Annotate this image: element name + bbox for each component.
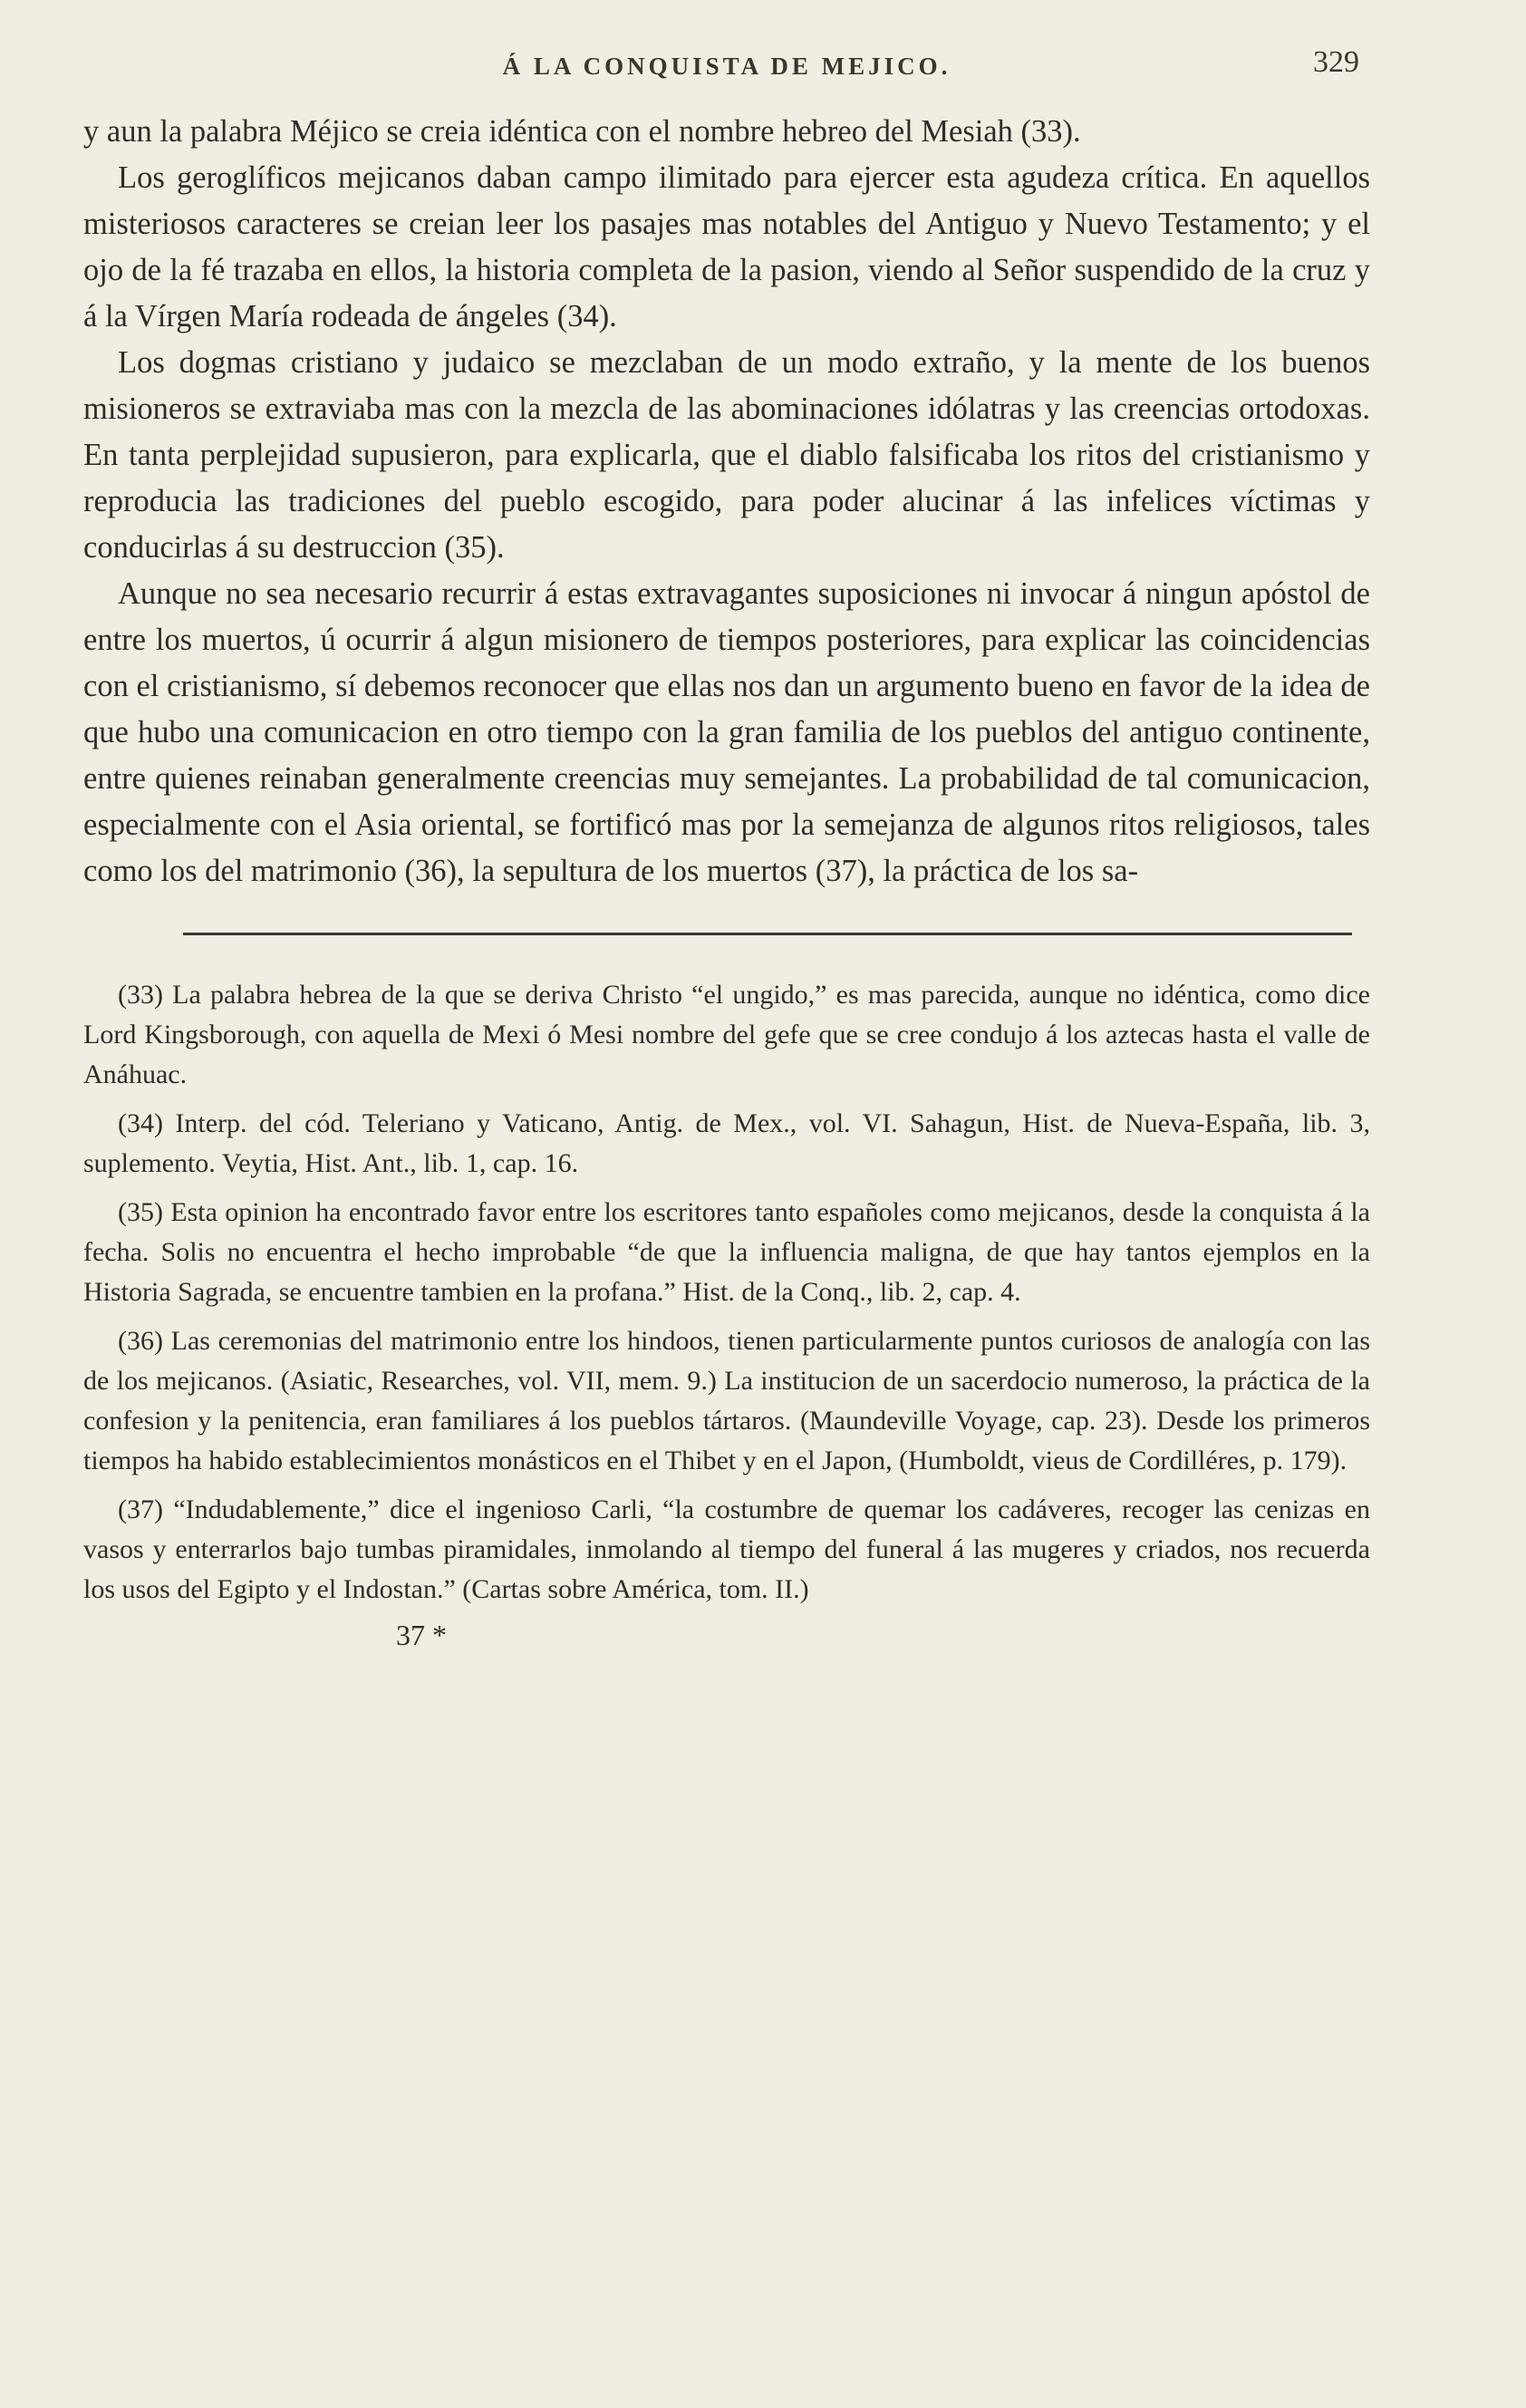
footnote-35: (35) Esta opinion ha encontrado favor entre los escritores tanto españoles como mejicanos, desde la conquista á la fecha. Solis no encuentra el hecho improbable “de que la influencia maligna, de que hay tantos ejemplos en la Historia Sagrada, se encuentre tambien en la profana.” Hist. de la Conq., lib. 2, cap. 4. [83, 1197, 1370, 1307]
paragraph-continuation: y aun la palabra Méjico se creia idéntica con el nombre hebreo del Mesiah (33). [83, 114, 1081, 149]
running-head [83, 44, 1370, 109]
footnote-separator-rule [183, 933, 1352, 935]
paragraph: Los geroglíficos mejicanos daban campo ilimitado para ejercer esta agudeza crítica. En aquellos misteriosos caracteres se creian leer los pasajes mas notables del Antiguo y Nuevo Testamento; y el ojo de la fé trazaba en ellos, la historia completa de la pasion, viendo al Señor suspendido de la cruz y á la Vírgen María rodeada de ángeles (34). [83, 160, 1370, 334]
footnotes [83, 975, 1370, 1610]
book-page [83, 44, 1370, 2364]
body-text [83, 109, 1370, 895]
footnote-36: (36) Las ceremonias del matrimonio entre los hindoos, tienen particularmente puntos curiosos de analogía con las de los mejicanos. (Asiatic, Researches, vol. VII, mem. 9.) La institucion de un sacerdocio numeroso, la práctica de la confesion y la penitencia, eran familiares á los pueblos tártaros. (Maundeville Voyage, cap. 23). Desde los primeros tiempos ha habido establecimientos monásticos en el Thibet y en el Japon, (Humboldt, vieus de Cordilléres, p. 179). [83, 1326, 1370, 1475]
running-title: Á LA CONQUISTA DE MEJICO. [502, 53, 951, 80]
signature-mark: 37 * [396, 1619, 447, 1651]
footnote-34: (34) Interp. del cód. Teleriano y Vaticano, Antig. de Mex., vol. VI. Sahagun, Hist. de Nueva-España, lib. 3, suplemento. Veytia, Hist. Ant., lib. 1, cap. 16. [83, 1108, 1370, 1178]
paragraph: Los dogmas cristiano y judaico se mezclaban de un modo extraño, y la mente de los buenos misioneros se extraviaba mas con la mezcla de las abominaciones idólatras y las creencias ortodoxas. En tanta perplejidad supusieron, para explicarla, que el diablo falsificaba los ritos del cristianismo y reproducia las tradiciones del pueblo escogido, para poder alucinar á las infelices víctimas y conducirlas á su destruccion (35). [83, 345, 1370, 565]
footnote-33: (33) La palabra hebrea de la que se deriva Christo “el ungido,” es mas parecida, aunque no idéntica, como dice Lord Kingsborough, con aquella de Mexi ó Mesi nombre del gefe que se cree condujo á los aztecas hasta el valle de Anáhuac. [83, 980, 1370, 1089]
paragraph: Aunque no sea necesario recurrir á estas extravagantes suposiciones ni invocar á ningun apóstol de entre los muertos, ú ocurrir á algun misionero de tiempos posteriores, para explicar las coincidencias con el cristianismo, sí debemos reconocer que ellas nos dan un argumento bueno en favor de la idea de que hubo una comunicacion en otro tiempo con la gran familia de los pueblos del antiguo continente, entre quienes reinaban generalmente creencias muy semejantes. La probabilidad de tal comunicacion, especialmente con el Asia oriental, se fortificó mas por la semejanza de algunos ritos religiosos, tales como los del matrimonio (36), la sepultura de los muertos (37), la práctica de los sa- [83, 576, 1370, 888]
page-number: 329 [1313, 45, 1359, 79]
footnote-37: (37) “Indudablemente,” dice el ingenioso Carli, “la costumbre de quemar los cadáveres, recoger las cenizas en vasos y enterrarlos bajo tumbas piramidales, inmolando al tiempo del funeral á las mugeres y criados, nos recuerda los usos del Egipto y el Indostan.” (Cartas sobre América, tom. II.) [83, 1494, 1370, 1604]
